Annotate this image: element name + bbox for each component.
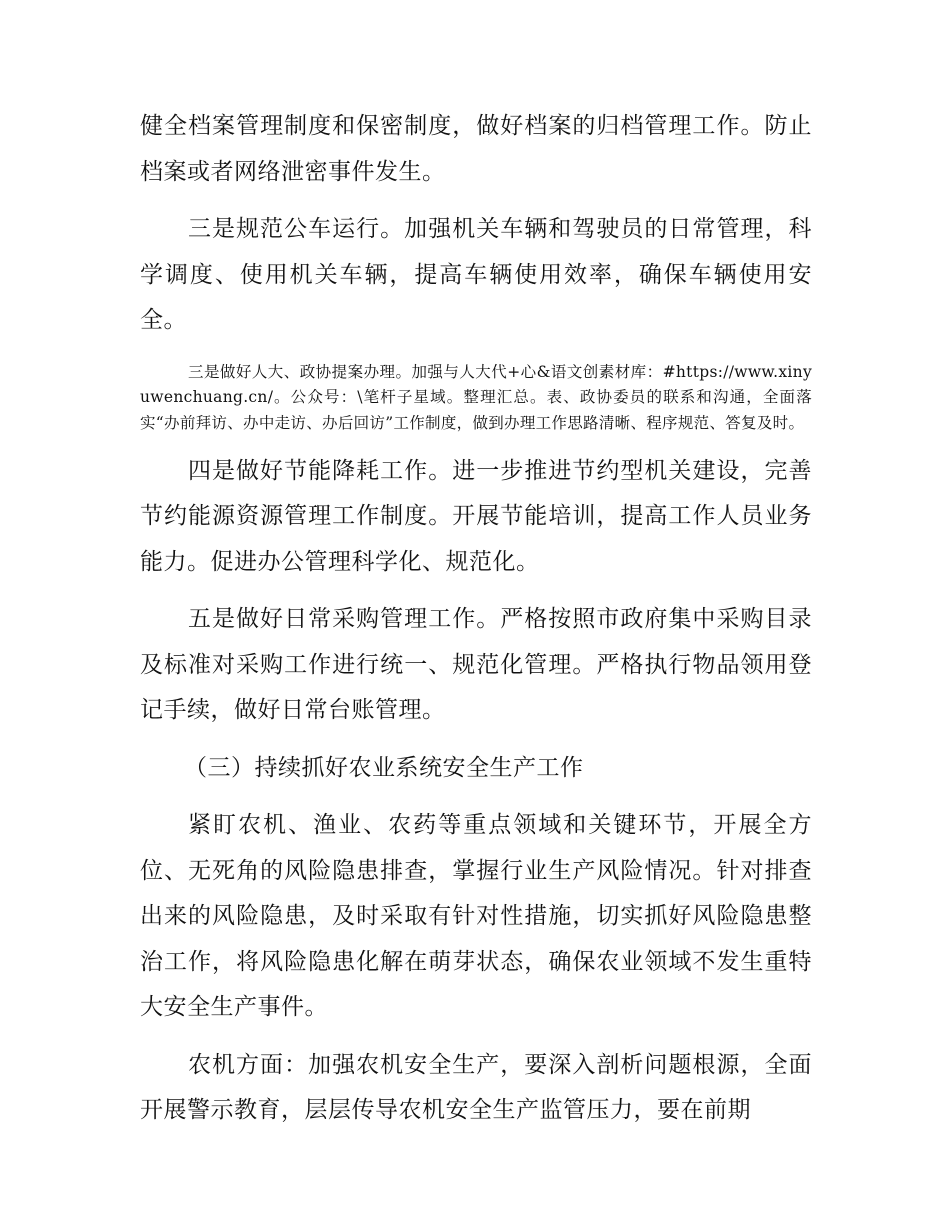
paragraph-energy-saving: 四是做好节能降耗工作。进一步推进节约型机关建设，完善节约能源资源管理工作制度。开展节能培训，提高工作人员业务能力。促进办公管理科学化、规范化。 [140, 457, 812, 575]
paragraph-proposal-handling: 三是做好人大、政协提案办理。加强与人大代+心&语文创素材库：#https://www.xinyuwenchuang.cn/。公众号：\笔杆子星域。整理汇总。表、政协委员的联系和沟通，全面落实“办前拜访、办中走访、办后回访”工作制度，做到办理工作思路清晰、程序规范、答复及时。 [140, 362, 812, 433]
document-page [140, 104, 812, 1134]
paragraph-risk-inspection: 紧盯农机、渔业、农药等重点领域和关键环节，开展全方位、无死角的风险隐患排查，掌握行业生产风险情况。针对排查出来的风险隐患，及时采取有针对性措施，切实抓好风险隐患整治工作，将风险隐患化解在萌芽状态，确保农业领域不发生重特大安全生产事件。 [140, 812, 812, 1021]
paragraph-agricultural-machinery: 农机方面：加强农机安全生产，要深入剖析问题根源，全面开展警示教育，层层传导农机安全生产监管压力，要在前期 [140, 1051, 812, 1124]
section-heading-safety-production: （三）持续抓好农业系统安全生产工作 [184, 754, 584, 781]
paragraph-procurement: 五是做好日常采购管理工作。严格按照市政府集中采购目录及标准对采购工作进行统一、规范化管理。严格执行物品领用登记手续，做好日常台账管理。 [140, 606, 812, 724]
paragraph-vehicle-management: 三是规范公车运行。加强机关车辆和驾驶员的日常管理，科学调度、使用机关车辆，提高车辆使用效率，确保车辆使用安全。 [140, 216, 812, 333]
paragraph-archive-management: 健全档案管理制度和保密制度，做好档案的归档管理工作。防止档案或者网络泄密事件发生。 [140, 113, 812, 185]
